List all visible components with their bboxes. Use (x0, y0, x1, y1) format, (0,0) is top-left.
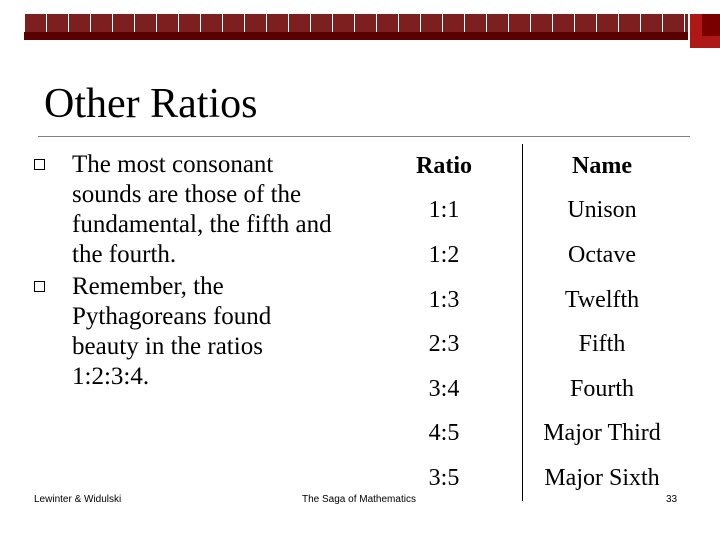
ratio-cell: 1:1 (366, 189, 523, 234)
table-row (366, 189, 681, 234)
name-cell: Octave (568, 241, 636, 268)
ratio-table (366, 144, 681, 501)
table-row (366, 367, 681, 412)
bullet-text: The most consonant sounds are those of the fundamental, the fifth and the fourth. (72, 151, 332, 268)
ratio-cell: 1:3 (366, 278, 523, 323)
table-header-row (366, 144, 681, 189)
footer-page-number: 33 (666, 494, 678, 505)
table-row (366, 412, 681, 457)
square-bullet-icon (34, 159, 45, 170)
decorative-header-bar (24, 14, 720, 40)
table-row (366, 233, 681, 278)
ratio-cell: 1:2 (366, 233, 523, 278)
name-cell: Major Sixth (544, 464, 660, 491)
bullet-item (34, 272, 344, 392)
name-cell: Twelfth (564, 286, 640, 313)
title-divider (38, 136, 690, 137)
bullet-item (34, 150, 344, 270)
ratio-cell: 4:5 (366, 412, 523, 457)
ratio-cell: 3:4 (366, 367, 523, 412)
header-ratio: Ratio (366, 144, 523, 189)
table-row (366, 278, 681, 323)
name-cell: Unison (567, 197, 637, 224)
ratio-cell: 2:3 (366, 322, 523, 367)
square-bullet-icon (34, 281, 45, 292)
footer-authors: Lewinter & Widulski (34, 494, 122, 505)
name-cell: Major Third (543, 420, 661, 447)
slide-title: Other Ratios (44, 81, 258, 127)
name-cell: Fourth (569, 375, 634, 402)
bullet-text: Remember, the Pythagoreans found beauty in the ratios 1:2:3:4. (72, 273, 272, 390)
footer-course-title: The Saga of Mathematics (302, 494, 416, 505)
name-cell: Fifth (578, 331, 626, 358)
table-row (366, 322, 681, 367)
header-name: Name (572, 152, 632, 179)
bullet-list (34, 150, 344, 394)
ratio-cell: 3:5 (366, 456, 523, 501)
